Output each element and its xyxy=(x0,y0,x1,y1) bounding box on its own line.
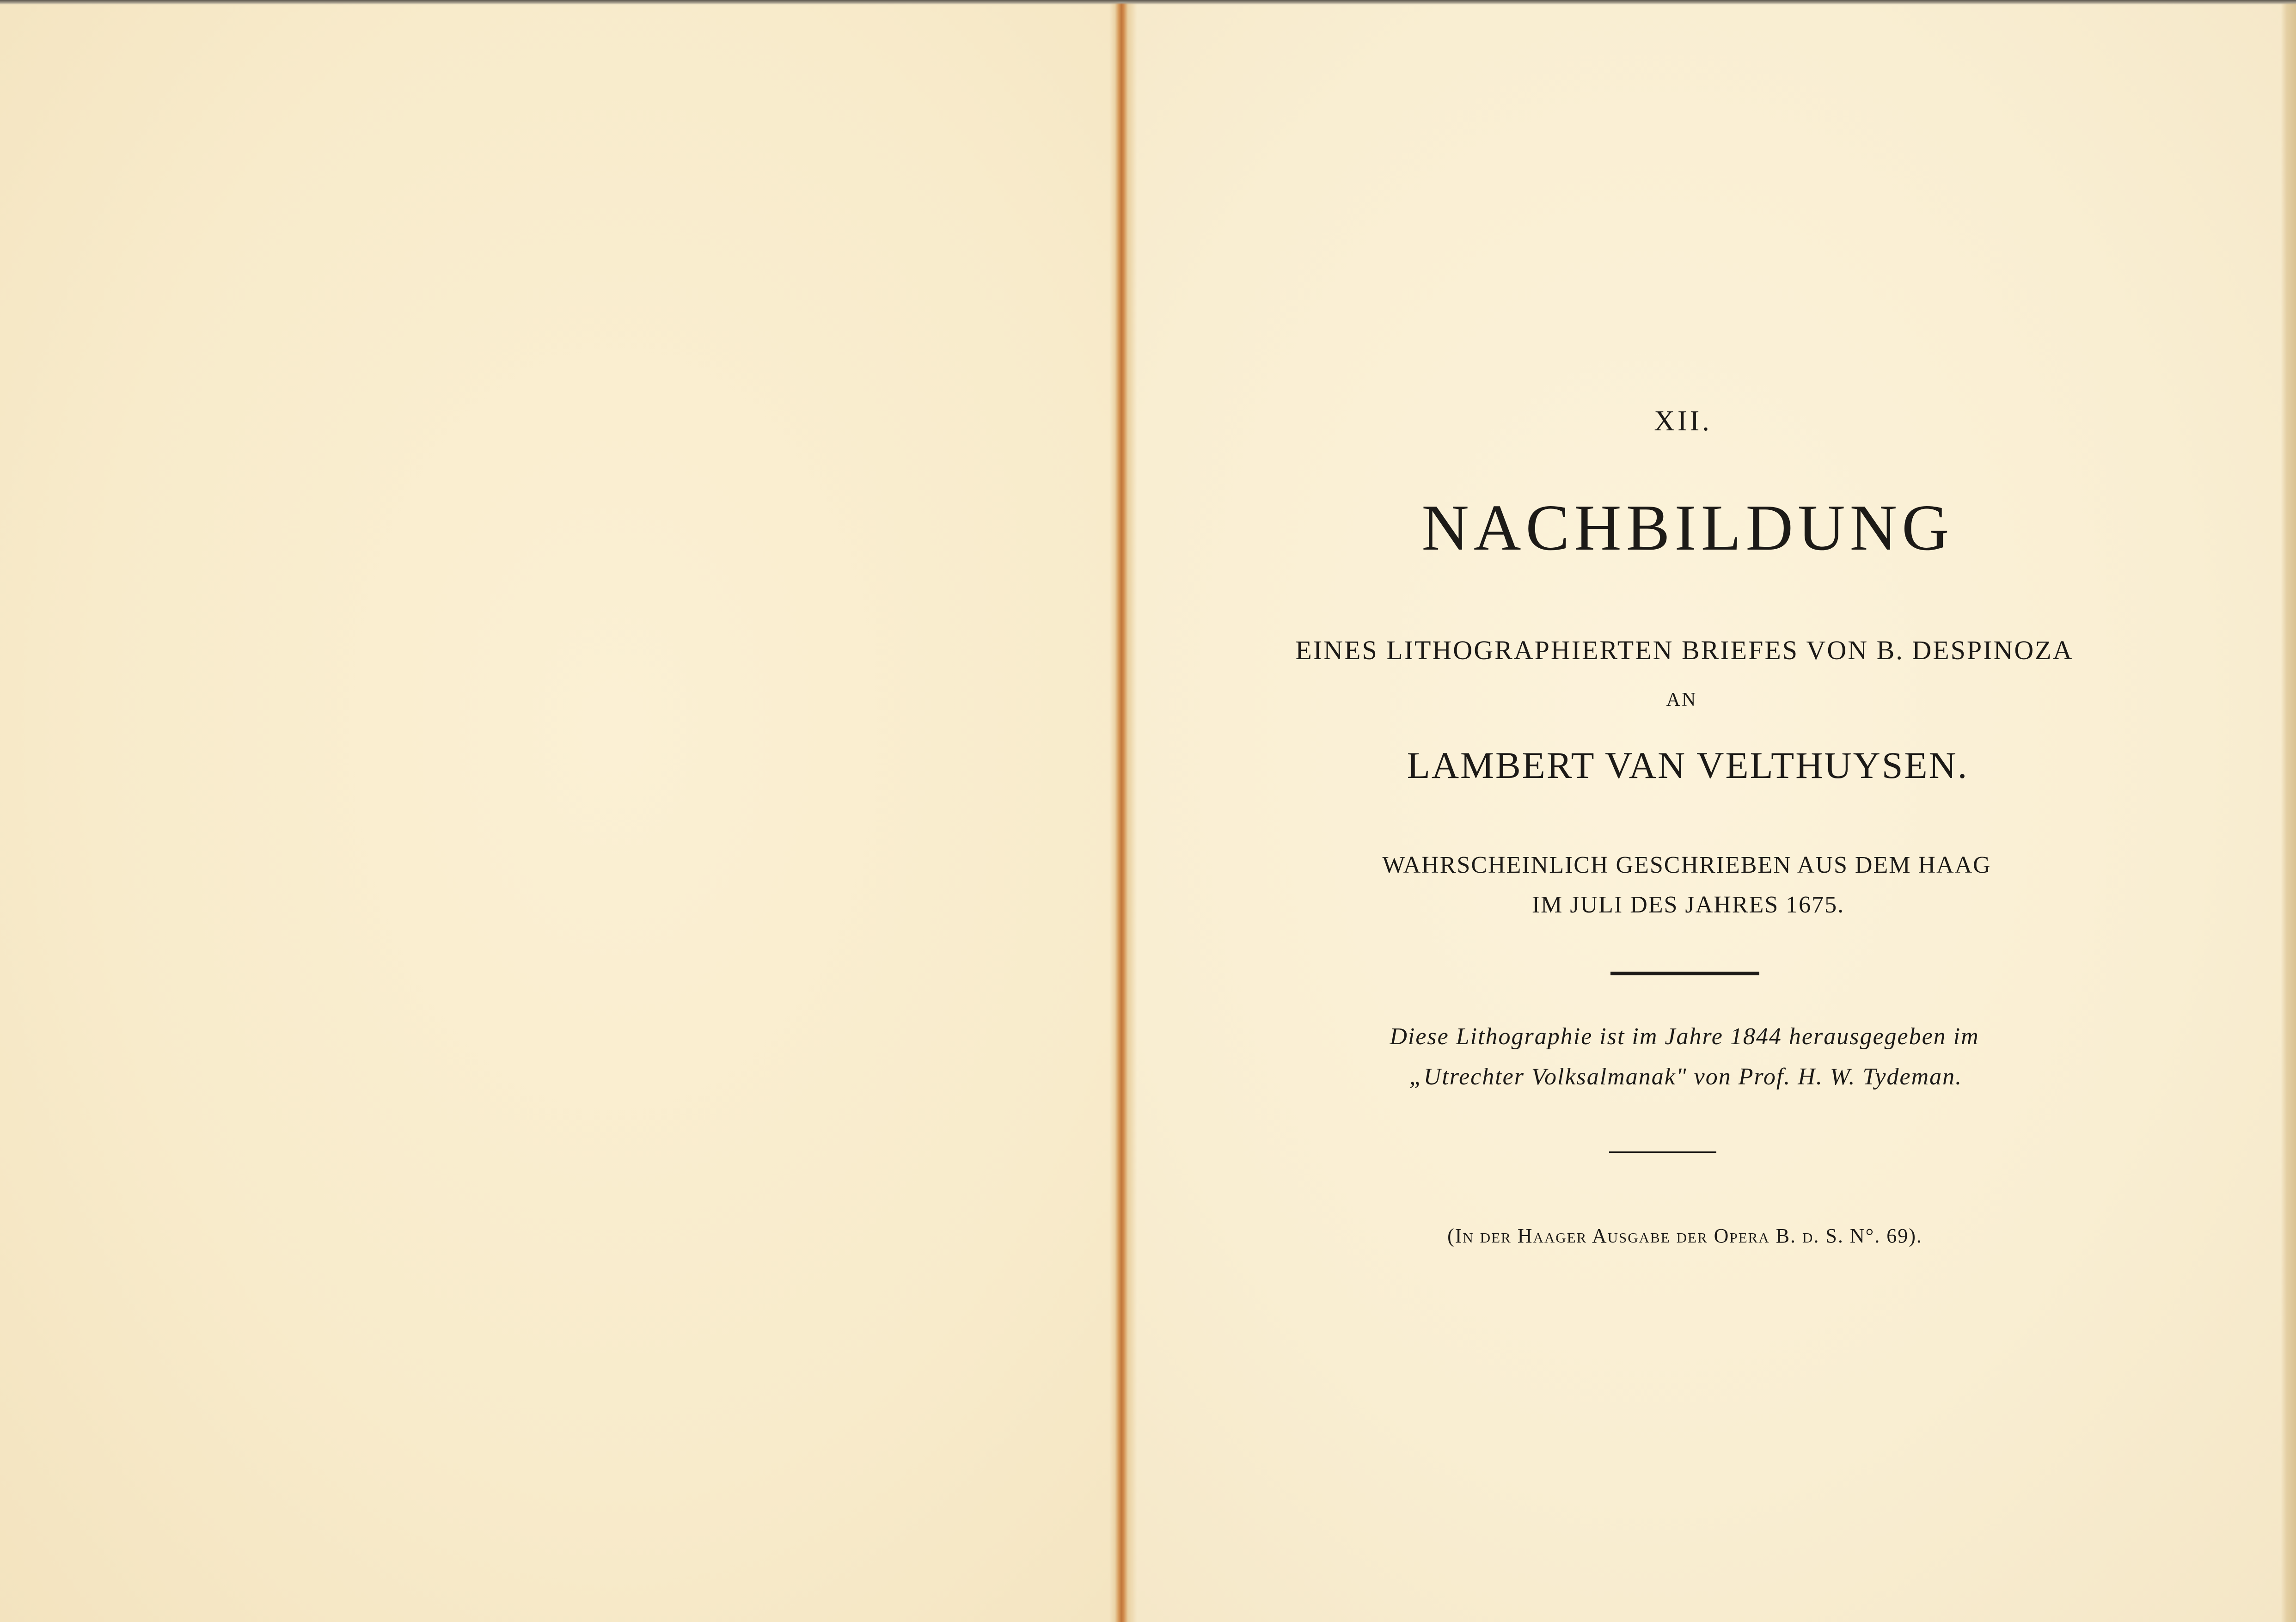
left-page-blank xyxy=(0,0,1118,1622)
main-title: NACHBILDUNG xyxy=(1421,491,1954,564)
divider-rule-thin xyxy=(1609,1151,1716,1153)
recipient-name: LAMBERT VAN VELTHUYSEN. xyxy=(1407,744,1969,786)
date-line-2: IM JULI DES JAHRES 1675. xyxy=(1531,892,1845,918)
subtitle-an: AN xyxy=(1666,689,1697,710)
note-line-2: „Utrechter Volksalmanak" von Prof. H. W. Tydeman. xyxy=(1409,1064,1963,1090)
edition-reference: (In der Haager Ausgabe der Opera B. d. S. N°. 69). xyxy=(1447,1224,1923,1247)
title-page-content xyxy=(1132,0,2296,1622)
note-line-1: Diese Lithographie ist im Jahre 1844 herausgegeben im xyxy=(1390,1023,1979,1050)
date-line-1: WAHRSCHEINLICH GESCHRIEBEN AUS DEM HAAG xyxy=(1382,852,1991,878)
subtitle-line: EINES LITHOGRAPHIERTEN BRIEFES VON B. DESPINOZA xyxy=(1295,635,2074,665)
divider-rule-thick xyxy=(1610,972,1759,975)
chapter-number: XII. xyxy=(1654,405,1712,437)
